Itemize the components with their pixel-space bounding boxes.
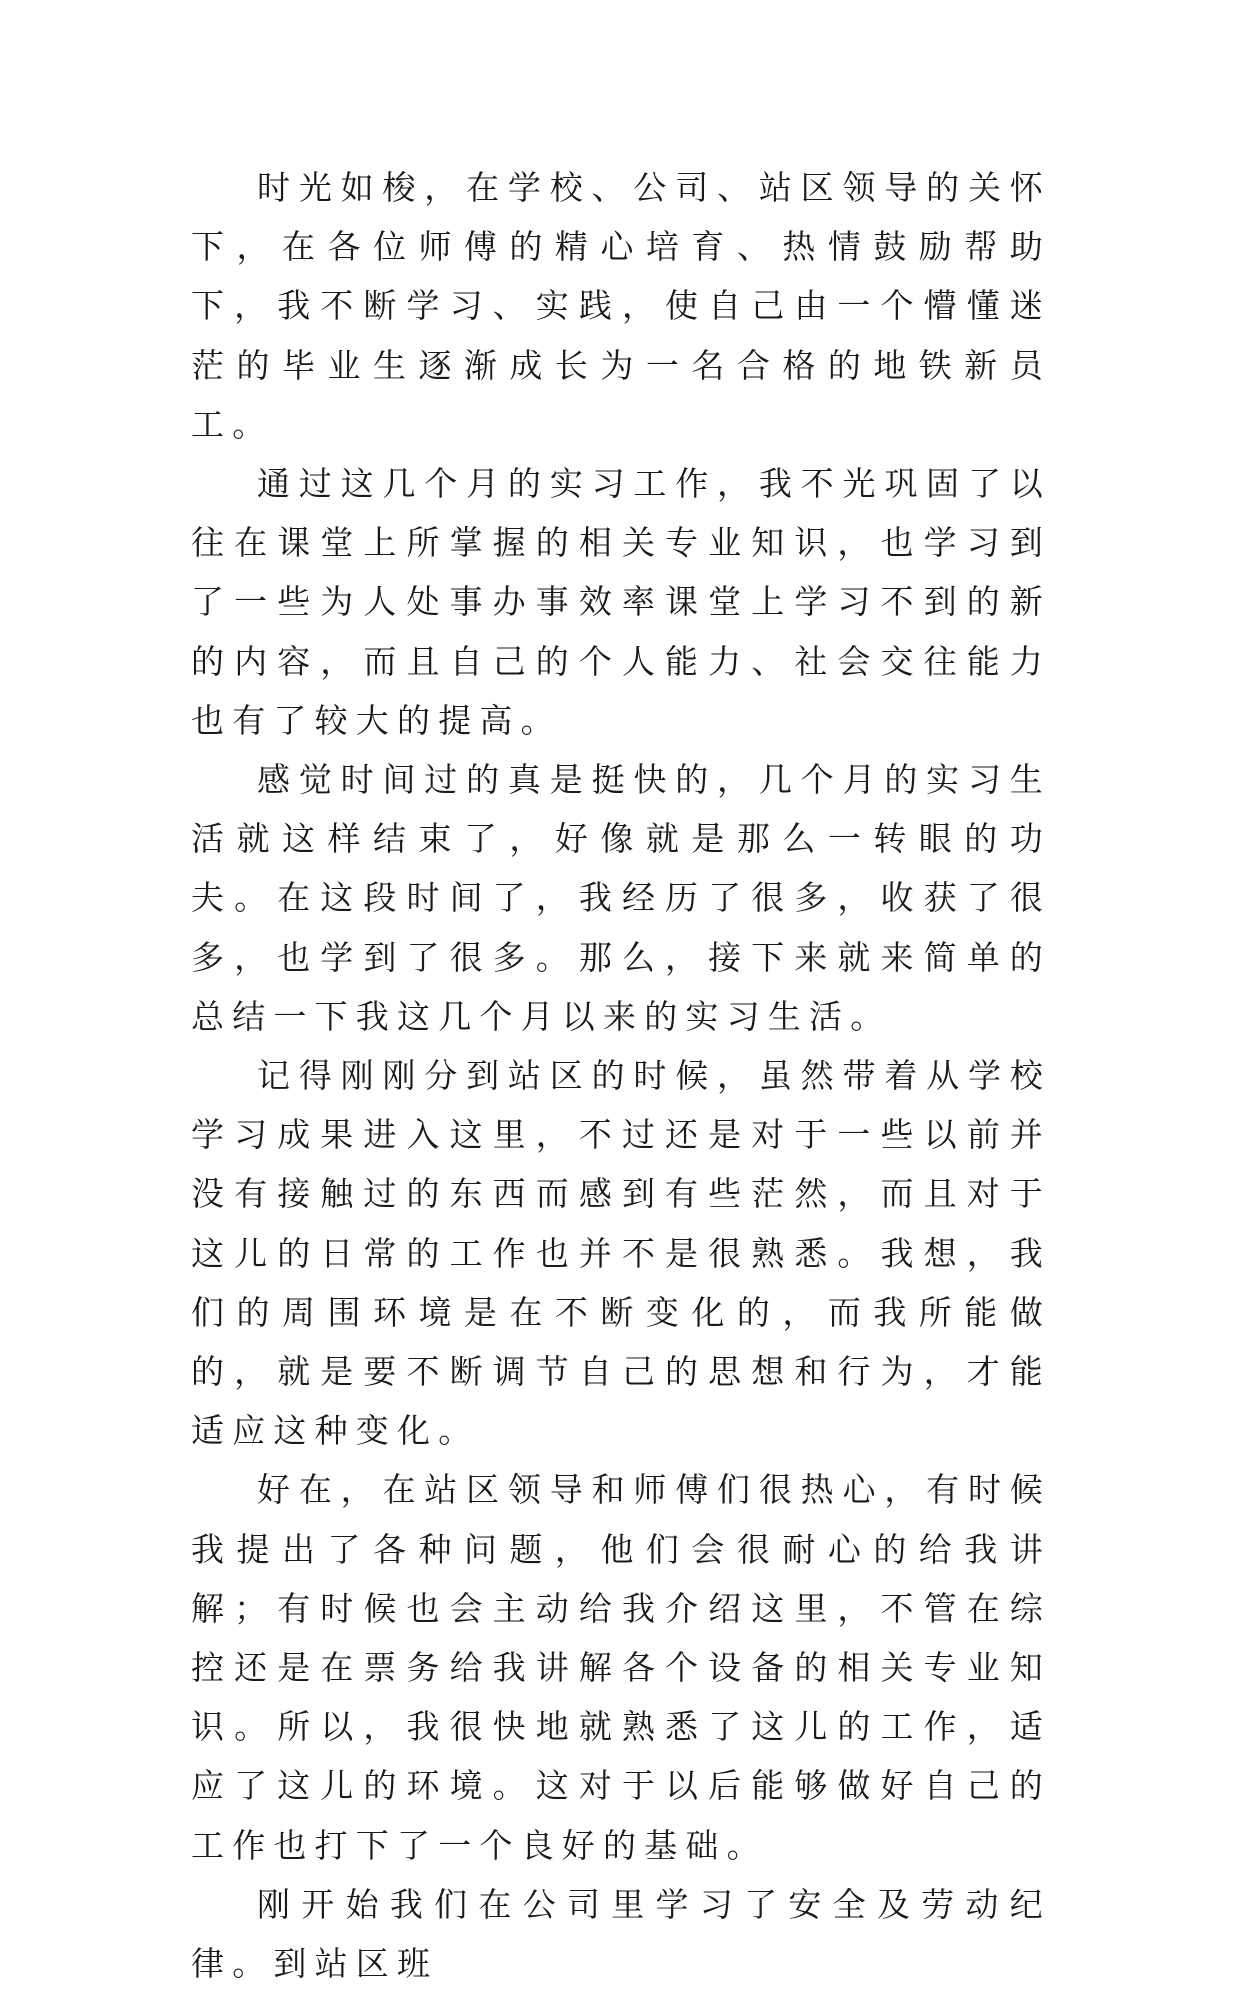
paragraph-5: 好在，在站区领导和师傅们很热心，有时候我提出了各种问题，他们会很耐心的给我讲解；有时候也会主动给我介绍这里，不管在综控还是在票务给我讲解各个设备的相关专业知识。所以，我很快地就熟悉了这儿的工作，适应了这儿的环境。这对于以后能够做好自己的工作也打下了一个良好的基础。 — [191, 1470, 1051, 1865]
paragraph-2: 通过这几个月的实习工作，我不光巩固了以往在课堂上所掌握的相关专业知识，也学习到了一些为人处事办事效率课堂上学习不到的新的内容，而且自己的个人能力、社会交往能力也有了较大的提高。 — [191, 464, 1051, 740]
paragraph-1: 时光如梭，在学校、公司、站区领导的关怀下，在各位师傅的精心培育、热情鼓励帮助下，我不断学习、实践，使自己由一个懵懂迷茫的毕业生逐渐成长为一名合格的地铁新员工。 — [191, 168, 1051, 444]
paragraph-6: 刚开始我们在公司里学习了安全及劳动纪律。到站区班 — [191, 1884, 1051, 1984]
paragraph-3: 感觉时间过的真是挺快的，几个月的实习生活就这样结束了，好像就是那么一转眼的功夫。在这段时间了，我经历了很多，收获了很多，也学到了很多。那么，接下来就来简单的总结一下我这几个月以来的实习生活。 — [191, 760, 1051, 1036]
document-body — [191, 158, 1051, 1993]
paragraph-4: 记得刚刚分到站区的时候，虽然带着从学校学习成果进入这里，不过还是对于一些以前并没有接触过的东西而感到有些茫然，而且对于这儿的日常的工作也并不是很熟悉。我想，我们的周围环境是在不断变化的，而我所能做的，就是要不断调节自己的思想和行为，才能适应这种变化。 — [191, 1056, 1051, 1451]
